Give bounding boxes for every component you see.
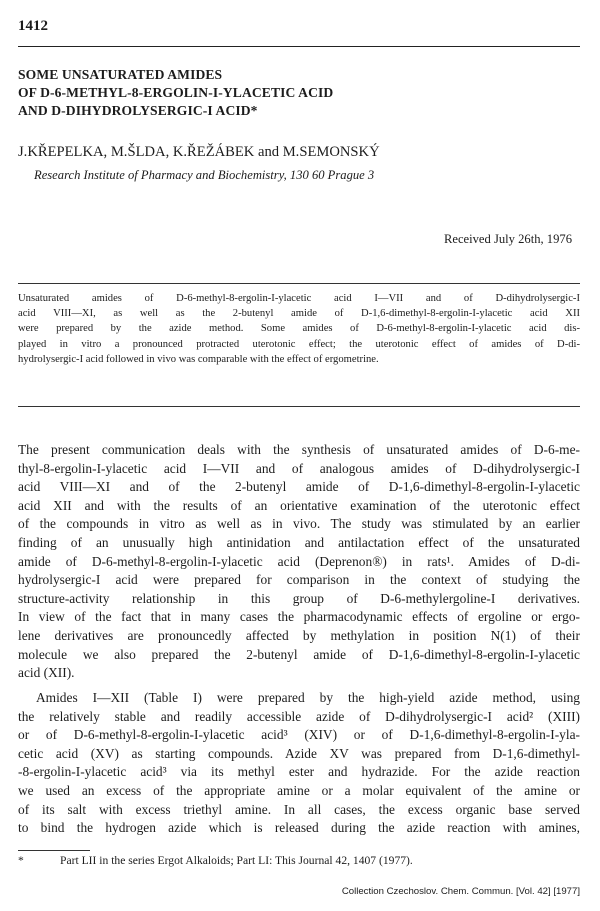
body-line: acid (XII). xyxy=(18,665,75,681)
body-line: acid XII and with the results of an orientative examination of the uterotonic effect xyxy=(18,497,580,513)
abstract-top-rule xyxy=(18,283,580,284)
abstract-bottom-rule xyxy=(18,406,580,407)
body-line: finding of an unusually high antinidation and antilactation effect of the unsaturated xyxy=(18,534,580,550)
page-number: 1412 xyxy=(18,18,48,34)
body-line: hydrolysergic-I acid were prepared for comparison in the context of studying the xyxy=(18,572,580,588)
body-line: we used an excess of the appropriate amine or a molar equivalent of the amine or xyxy=(18,782,580,798)
title-line: AND D-DIHYDROLYSERGIC-I ACID* xyxy=(18,103,258,118)
title-line: OF D-6-METHYL-8-ERGOLIN-I-YLACETIC ACID xyxy=(18,85,334,100)
footnote xyxy=(18,854,413,867)
header-rule xyxy=(18,46,580,47)
body-line: -8-ergolin-I-ylacetic acid³ via its methyl ester and hydrazide. For the azide reaction xyxy=(18,764,580,780)
body-line: the relatively stable and readily accessible azide of D-dihydrolysergic-I acid² (XIII) xyxy=(18,708,580,724)
abstract-line: were prepared by the azide method. Some amides of D-6-methyl-8-ergolin-I-ylacetic acid dis- xyxy=(18,323,580,335)
body-line: or of D-6-methyl-8-ergolin-I-ylacetic acid³ (XIV) or of D-1,6-dimethyl-8-ergolin-I-yla- xyxy=(18,727,580,743)
abstract-line: played in vitro a pronounced protracted uterotonic effect; the uterotonic effect of amides of D-di- xyxy=(18,338,580,350)
abstract xyxy=(18,291,580,367)
body-line: The present communication deals with the synthesis of unsaturated amides of D-6-me- xyxy=(18,442,580,457)
footnote-mark: * xyxy=(18,854,24,867)
body-line: amide of D-6-methyl-8-ergolin-I-ylacetic acid (Deprenon®) in rats¹. Amides of D-di- xyxy=(18,553,580,569)
journal-footer: Collection Czechoslov. Chem. Commun. [Vol. 42] [1977] xyxy=(341,886,580,897)
body-line: cetic acid (XV) as starting compounds. Azide XV was prepared from D-1,6-dimethyl- xyxy=(18,745,580,761)
abstract-line: Unsaturated amides of D-6-methyl-8-ergolin-I-ylacetic acid I—VII and of D-dihydrolysergic-I xyxy=(18,293,580,304)
footnote-rule xyxy=(18,850,90,851)
body-paragraph-1 xyxy=(18,441,580,683)
body-line: thyl-8-ergolin-I-ylacetic acid I—VII and of analogous amides of D-dihydrolysergic-I xyxy=(18,460,580,476)
title-line: SOME UNSATURATED AMIDES xyxy=(18,67,223,82)
article-title xyxy=(18,66,578,120)
body-line: acid VIII—XI and of the 2-butenyl amide of D-1,6-dimethyl-8-ergolin-I-ylacetic xyxy=(18,479,580,495)
author-list: J.KŘEPELKA, M.ŠLDA, K.ŘEŽÁBEK and M.SEMONSKÝ xyxy=(18,144,380,160)
abstract-line: acid VIII—XI, as well as the 2-butenyl amide of D-1,6-dimethyl-8-ergolin-I-ylacetic acid XII xyxy=(18,308,580,320)
body-line: of the compounds in vitro as well as in vivo. The study was stimulated by an earlier xyxy=(18,516,580,532)
body-line: lene derivatives are pronouncedly affected by methylation in position N(1) of their xyxy=(18,627,580,643)
footnote-text: Part LII in the series Ergot Alkaloids; Part LI: This Journal 42, 1407 (1977). xyxy=(60,854,413,867)
body-paragraph-2 xyxy=(18,689,580,838)
body-line: structure-activity relationship in this group of D-6-methylergoline-I derivatives. xyxy=(18,590,580,606)
received-date: Received July 26th, 1976 xyxy=(443,232,572,246)
body-line: to bind the hydrogen azide which is released during the azide reaction with amines, xyxy=(18,820,580,836)
affiliation: Research Institute of Pharmacy and Biochemistry, 130 60 Prague 3 xyxy=(34,168,375,182)
body-line: Amides I—XII (Table I) were prepared by the high-yield azide method, using xyxy=(36,690,580,705)
body-line: of its salt with excess triethyl amine. In all cases, the excess organic base served xyxy=(18,801,580,817)
abstract-line: hydrolysergic-I acid followed in vivo was comparable with the effect of ergometrine. xyxy=(18,353,379,365)
body-line: molecule we also prepared the 2-butenyl amide of D-1,6-dimethyl-8-ergolin-I-ylacetic xyxy=(18,646,580,662)
body-line: In view of the fact that in many cases the pharmacodynamic effects of ergoline or ergo- xyxy=(18,609,580,625)
